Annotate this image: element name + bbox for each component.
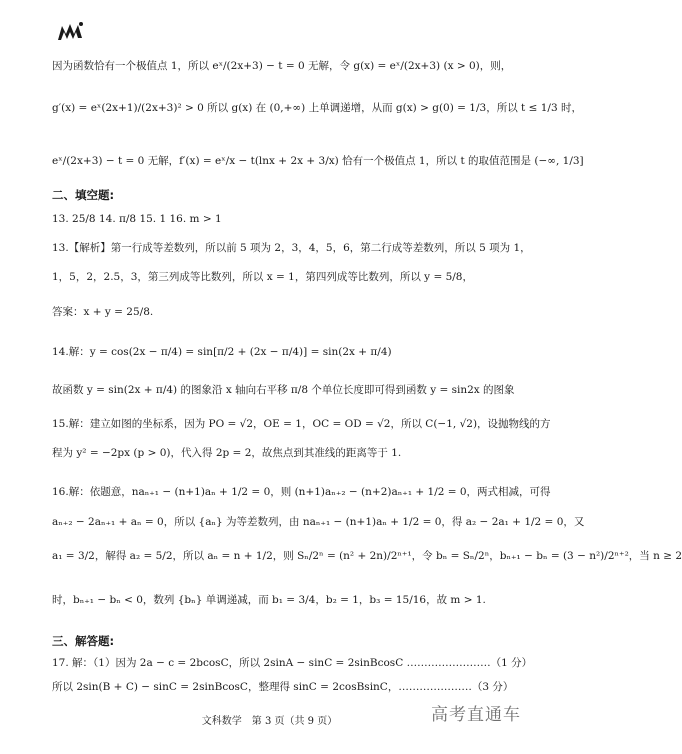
text-line: 时，bₙ₊₁ − bₙ < 0，数列 {bₙ} 单调递减，而 b₁ = 3/4，b₂ = 1，b₃ = 15/16，故 m > 1. <box>52 594 486 606</box>
text-line: eˣ/(2x+3) − t = 0 无解，f′(x) = eˣ/x − t(lnx + 2x + 3/x) 恰有一个极值点 1，所以 t 的取值范围是 (−∞, 1/3] <box>52 155 584 167</box>
logo-icon <box>56 20 86 42</box>
text-line: 1，5，2，2.5，3，第三列成等比数列，所以 x = 1，第四列成等比数列，所以 y = 5/8， <box>52 271 473 283</box>
section-heading-fill-blank: 二、填空题: <box>52 188 115 202</box>
text-line: aₙ₊₂ − 2aₙ₊₁ + aₙ = 0，所以 {aₙ} 为等差数列，由 naₙ₊₁ − (n+1)aₙ + 1/2 = 0，得 a₂ − 2a₁ + 1/2 = 0，又 <box>52 516 585 528</box>
page-footer: 文科数学 第 3 页（共 9 页） <box>201 716 338 727</box>
watermark: 高考直通车 <box>431 705 521 725</box>
text-line: 程为 y² = −2px (p > 0)，代入得 2p = 2，故焦点到其准线的距离等于 1. <box>52 447 402 459</box>
text-line: 15.解：建立如图的坐标系，因为 PO = √2，OE = 1，OC = OD = √2，所以 C(−1, √2)，设抛物线的方 <box>52 418 551 430</box>
answers-line: 13. 25/8 14. π/8 15. 1 16. m > 1 <box>52 213 222 225</box>
text-line: 所以 2sin(B + C) − sinC = 2sinBcosC，整理得 sinC = 2cosBsinC，…………………（3 分） <box>52 681 514 693</box>
text-line: 14.解：y = cos(2x − π/4) = sin[π/2 + (2x − π/4)] = sin(2x + π/4) <box>52 346 392 358</box>
text-line: a₁ = 3/2，解得 a₂ = 5/2，所以 aₙ = n + 1/2，则 Sₙ/2ⁿ = (n² + 2n)/2ⁿ⁺¹，令 bₙ = Sₙ/2ⁿ，bₙ₊₁ − bₙ = (3 − n²)/2ⁿ⁺²，当 n ≥ 2 <box>52 550 682 562</box>
text-line: 13.【解析】第一行成等差数列，所以前 5 项为 2，3，4，5，6，第二行成等差数列，所以 5 项为 1， <box>52 242 531 254</box>
text-line: 因为函数恰有一个极值点 1，所以 eˣ/(2x+3) − t = 0 无解，令 g(x) = eˣ/(2x+3) (x > 0)，则， <box>52 60 512 72</box>
text-line: 答案：x + y = 25/8. <box>52 306 154 318</box>
text-line: 17. 解：（1）因为 2a − c = 2bcosC，所以 2sinA − sinC = 2sinBcosC ……………………（1 分） <box>52 657 533 669</box>
text-line: 故函数 y = sin(2x + π/4) 的图象沿 x 轴向右平移 π/8 个单位长度即可得到函数 y = sin2x 的图象 <box>52 384 515 396</box>
text-line: g′(x) = eˣ(2x+1)/(2x+3)² > 0 所以 g(x) 在 (0,+∞) 上单调递增，从而 g(x) > g(0) = 1/3，所以 t ≤ 1/3 时， <box>52 102 582 114</box>
text-line: 16.解：依题意，naₙ₊₁ − (n+1)aₙ + 1/2 = 0，则 (n+1)aₙ₊₂ − (n+2)aₙ₊₁ + 1/2 = 0，两式相减，可得 <box>52 486 551 498</box>
section-heading-answer: 三、解答题: <box>52 634 115 648</box>
